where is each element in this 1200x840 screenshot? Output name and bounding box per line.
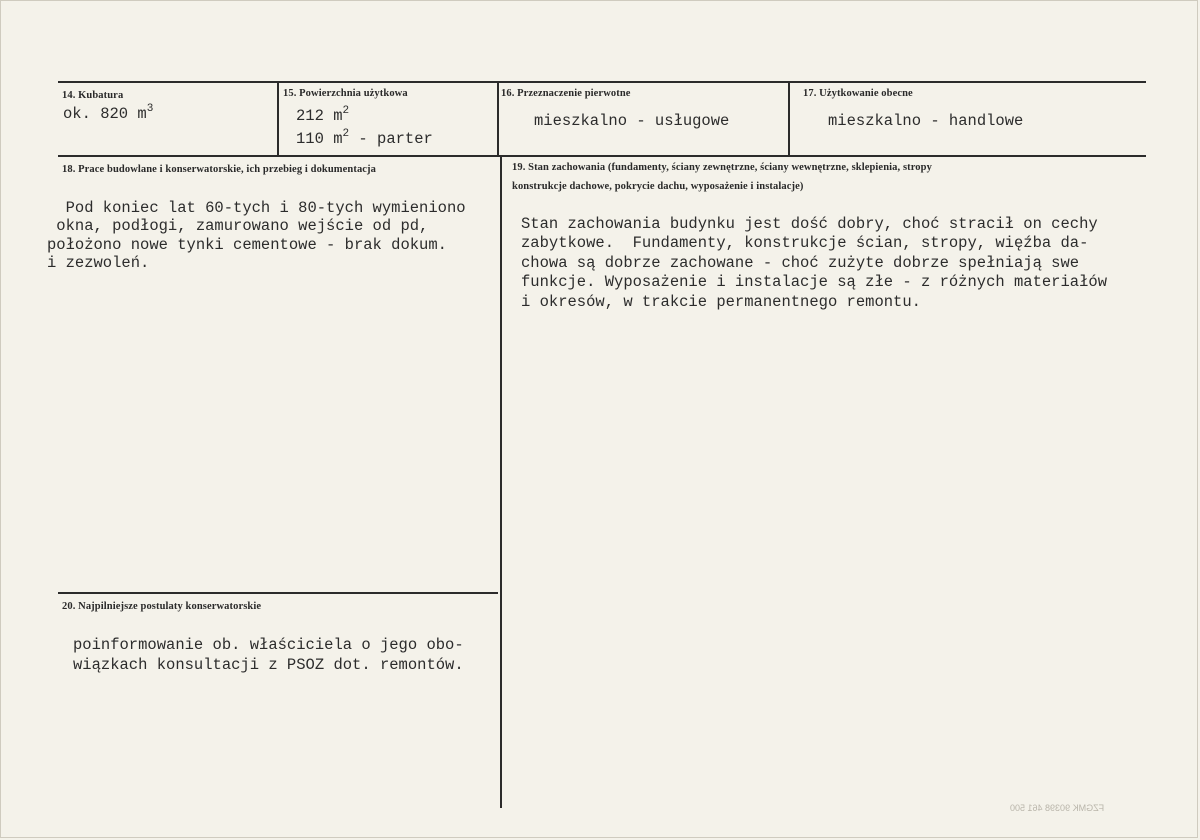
field-14-value-exponent: 3: [146, 103, 154, 115]
field-17-label: 17. Użytkowanie obecne: [803, 88, 913, 99]
field-19-line: i okresów, w trakcie permanentnego remontu.: [521, 292, 921, 311]
field-20-line: poinformowanie ob. właściciela o jego obo-: [73, 636, 464, 654]
field-16-label: 16. Przeznaczenie pierwotne: [501, 88, 631, 99]
field-19-line: Stan zachowania budynku jest dość dobry, choć stracił on cechy: [521, 214, 1098, 233]
col-divider-3: [788, 81, 790, 155]
row1-rule: [58, 155, 1146, 157]
field-19-label-cont: konstrukcje dachowe, pokrycie dachu, wyposażenie i instalacje): [512, 181, 804, 192]
field-20-line: wiązkach konsultacji z PSOZ dot. remontów.: [73, 656, 464, 674]
field-18-line: i zezwoleń.: [47, 254, 150, 272]
box20-top-rule: [58, 592, 498, 594]
field-14-value: [63, 104, 153, 124]
field-18-line: okna, podłogi, zamurowano wejście od pd,: [47, 217, 429, 235]
field-20-label: 20. Najpilniejsze postulaty konserwatorskie: [62, 601, 262, 612]
col-divider-2: [497, 81, 499, 155]
main-col-divider: [500, 155, 502, 808]
field-15-line1: [296, 106, 349, 126]
field-14-value-text: ok. 820 m: [63, 105, 147, 123]
field-19-line: zabytkowe. Fundamenty, konstrukcje ścian, stropy, więźba da-: [521, 234, 1089, 252]
field-18-line: Pod koniec lat 60-tych i 80-tych wymieniono: [47, 198, 466, 217]
field-15-line2: [296, 129, 433, 149]
field-19-line: chowa są dobrze zachowane - choć zużyte dobrze spełniają swe: [521, 253, 1080, 272]
field-15-line2-suffix: - parter: [349, 130, 433, 148]
bleed-through-stamp: FZGMK 90398 461 500: [1010, 803, 1105, 813]
field-14-label: 14. Kubatura: [62, 90, 124, 101]
field-17-value: mieszkalno - handlowe: [828, 112, 1024, 130]
field-15-line2-exponent: 2: [342, 128, 350, 140]
field-19-label: 19. Stan zachowania (fundamenty, ściany zewnętrzne, ściany wewnętrzne, sklepienia, stropy: [512, 162, 932, 173]
col-divider-1: [277, 81, 279, 155]
field-15-line1-text: 212 m: [296, 107, 343, 125]
field-19-line: funkcje. Wyposażenie i instalacje są złe - z różnych materiałów: [521, 273, 1107, 291]
field-18-text: [47, 180, 466, 273]
field-15-line2-text: 110 m: [296, 130, 343, 148]
field-18-line: położono nowe tynki cementowe - brak dokum.: [47, 235, 447, 254]
field-18-label: 18. Prace budowlane i konserwatorskie, ich przebieg i dokumentacja: [62, 164, 377, 175]
field-15-label: 15. Powierzchnia użytkowa: [283, 88, 408, 99]
top-rule: [58, 81, 1146, 83]
field-19-text: [521, 195, 1107, 312]
field-20-text: [73, 615, 464, 675]
field-16-value: mieszkalno - usługowe: [534, 112, 730, 130]
field-15-line1-exponent: 2: [342, 105, 350, 117]
